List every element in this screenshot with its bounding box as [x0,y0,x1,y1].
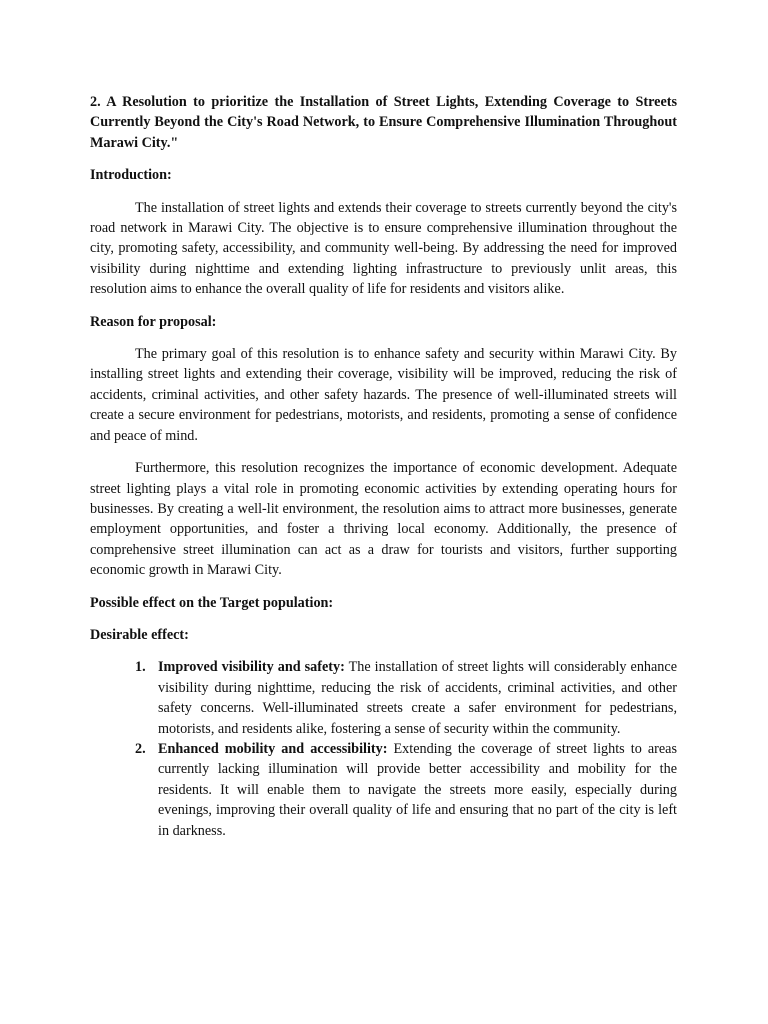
list-item-title: Improved visibility and safety: [158,659,345,676]
document-title: 2. A Resolution to prioritize the Installation of Street Lights, Extending Coverage to Streets Currently Beyond the City's Road Network, to Ensure Comprehensive Illumination Throughout Marawi City." [90,94,677,151]
list-item-title: Enhanced mobility and accessibility: [158,740,388,757]
list-item-number: 2. [135,740,146,757]
effects-heading: Possible effect on the Target population: [90,594,334,611]
list-item-text: Extending the coverage of street lights to areas currently lacking illumination will provide better accessibility and mobility for the residents. It will enable them to navigate the streets more easily, especially during evenings, improving their overall quality of life and ensuring that no part of the city is left in darkness. [158,740,677,839]
document-page [90,92,677,841]
reason-heading: Reason for proposal: [90,313,217,330]
desirable-effect-heading: Desirable effect: [90,626,189,643]
list-item [90,657,677,739]
reason-paragraph-1: The primary goal of this resolution is to enhance safety and security within Marawi City. By installing street lights and extending their coverage, visibility will be improved, reducing the risk of accidents, criminal activities, and other safety hazards. The presence of well-illuminated streets will create a secure environment for pedestrians, motorists, and residents, promoting a sense of confidence and peace of mind. [90,346,677,444]
list-item-text: The installation of street lights will considerably enhance visibility during nighttime, reducing the risk of accidents, criminal activities, and other safety concerns. Well-illuminated streets create a safer environment for pedestrians, motorists, and residents alike, fostering a sense of security within the community. [158,659,677,737]
introduction-heading: Introduction: [90,167,172,184]
introduction-paragraph: The installation of street lights and extends their coverage to streets currently beyond the city's road network in Marawi City. The objective is to ensure comprehensive illumination throughout the city, promoting safety, accessibility, and community well-being. By addressing the need for improved visibility during nighttime and extending lighting infrastructure to previously unlit areas, this resolution aims to enhance the overall quality of life for residents and visitors alike. [90,199,677,298]
list-item [90,739,677,841]
desirable-effects-list [90,657,677,841]
reason-paragraph-2: Furthermore, this resolution recognizes the importance of economic development. Adequate street lighting plays a vital role in promoting economic activities by extending operating hours for businesses. By creating a well-lit environment, the resolution aims to attract more businesses, generate employment opportunities, and foster a thriving local economy. Additionally, the presence of comprehensive street illumination can act as a draw for tourists and visitors, further supporting economic growth in Marawi City. [90,460,677,579]
list-item-number: 1. [135,659,146,676]
